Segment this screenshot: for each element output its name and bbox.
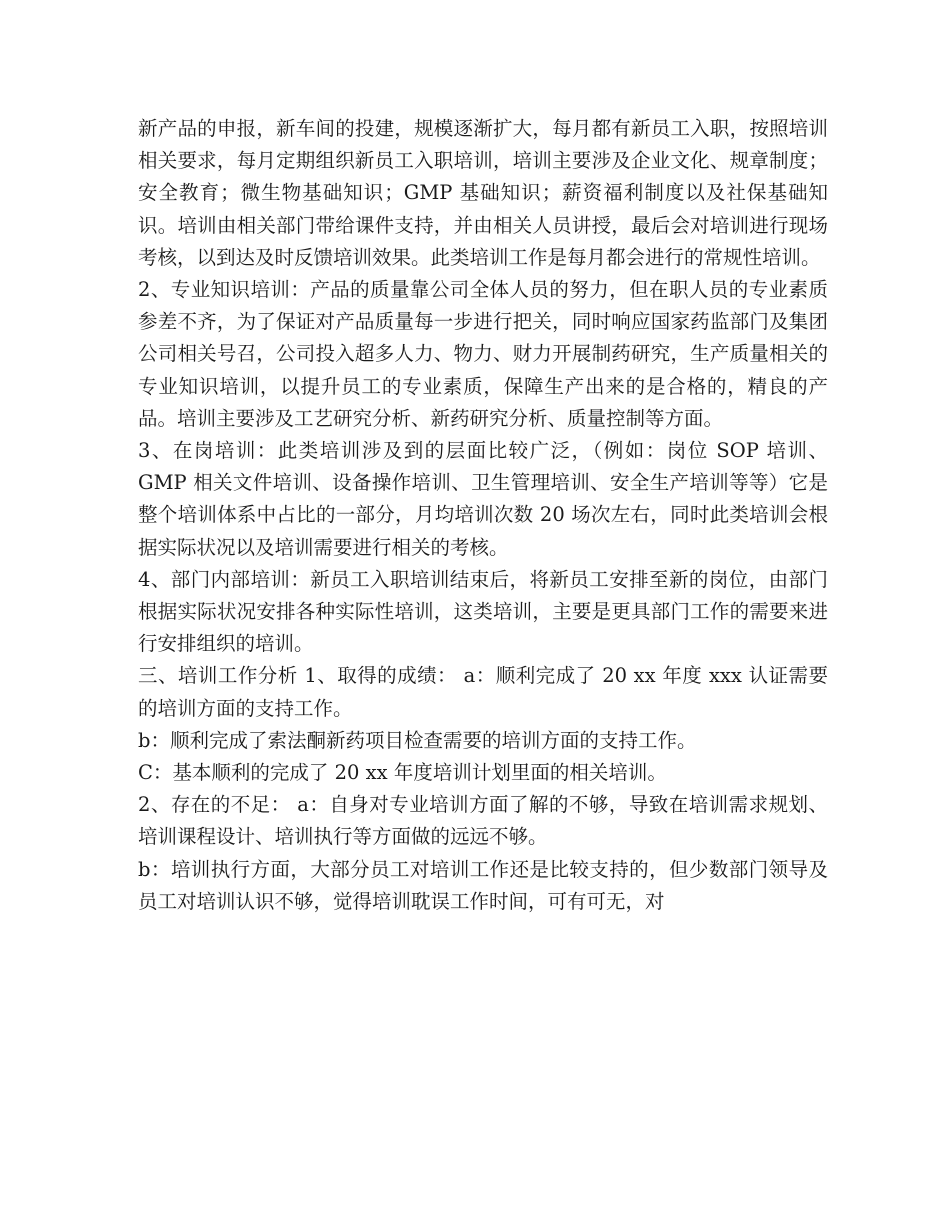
paragraph-shortcomings-b: b：培训执行方面，大部分员工对培训工作还是比较支持的，但少数部门领导及员工对培训认识不够，觉得培训耽误工作时间，可有可无，对 bbox=[138, 857, 828, 913]
paragraph-training-analysis: 三、培训工作分析 1、取得的成绩： a：顺利完成了 20 xx 年度 xxx 认证需要的培训方面的支持工作。 bbox=[138, 664, 828, 720]
paragraph-shortcomings-a: 2、存在的不足： a：自身对专业培训方面了解的不够，导致在培训需求规划、培训课程设计、培训执行等方面做的远远不够。 bbox=[138, 793, 828, 849]
paragraph-achievement-c: C：基本顺利的完成了 20 xx 年度培训计划里面的相关培训。 bbox=[138, 761, 667, 785]
paragraph-achievement-b: b：顺利完成了索法酮新药项目检查需要的培训方面的支持工作。 bbox=[138, 728, 697, 752]
paragraph-new-employee-training: 新产品的申报，新车间的投建，规模逐渐扩大，每月都有新员工入职，按照培训相关要求，每月定期组织新员工入职培训，培训主要涉及企业文化、规章制度；安全教育；微生物基础知识；GMP 基础知识；薪资福利制度以及社保基础知识。培训由相关部门带给课件支持，并由相关人员讲授，最后会对培训进行现场考核，以到达及时反馈培训效果。此类培训工作是每月都会进行的常规性培训。 bbox=[138, 117, 828, 269]
paragraph-professional-training: 2、专业知识培训：产品的质量靠公司全体人员的努力，但在职人员的专业素质参差不齐，为了保证对产品质量每一步进行把关，同时响应国家药监部门及集团公司相关号召，公司投入超多人力、物力、财力开展制药研究，生产质量相关的专业知识培训，以提升员工的专业素质，保障生产出来的是合格的，精良的产品。培训主要涉及工艺研究分析、新药研究分析、质量控制等方面。 bbox=[138, 278, 828, 430]
document-body bbox=[138, 113, 828, 918]
paragraph-on-the-job-training: 3、在岗培训：此类培训涉及到的层面比较广泛，（例如：岗位 SOP 培训、GMP 相关文件培训、设备操作培训、卫生管理培训、安全生产培训等等）它是整个培训体系中占比的一部分，月均培训次数 20 场次左右，同时此类培训会根据实际状况以及培训需要进行相关的考核。 bbox=[138, 439, 828, 559]
paragraph-department-training: 4、部门内部培训：新员工入职培训结束后，将新员工安排至新的岗位，由部门根据实际状况安排各种实际性培训，这类培训，主要是更具部门工作的需要来进行安排组织的培训。 bbox=[138, 567, 828, 656]
